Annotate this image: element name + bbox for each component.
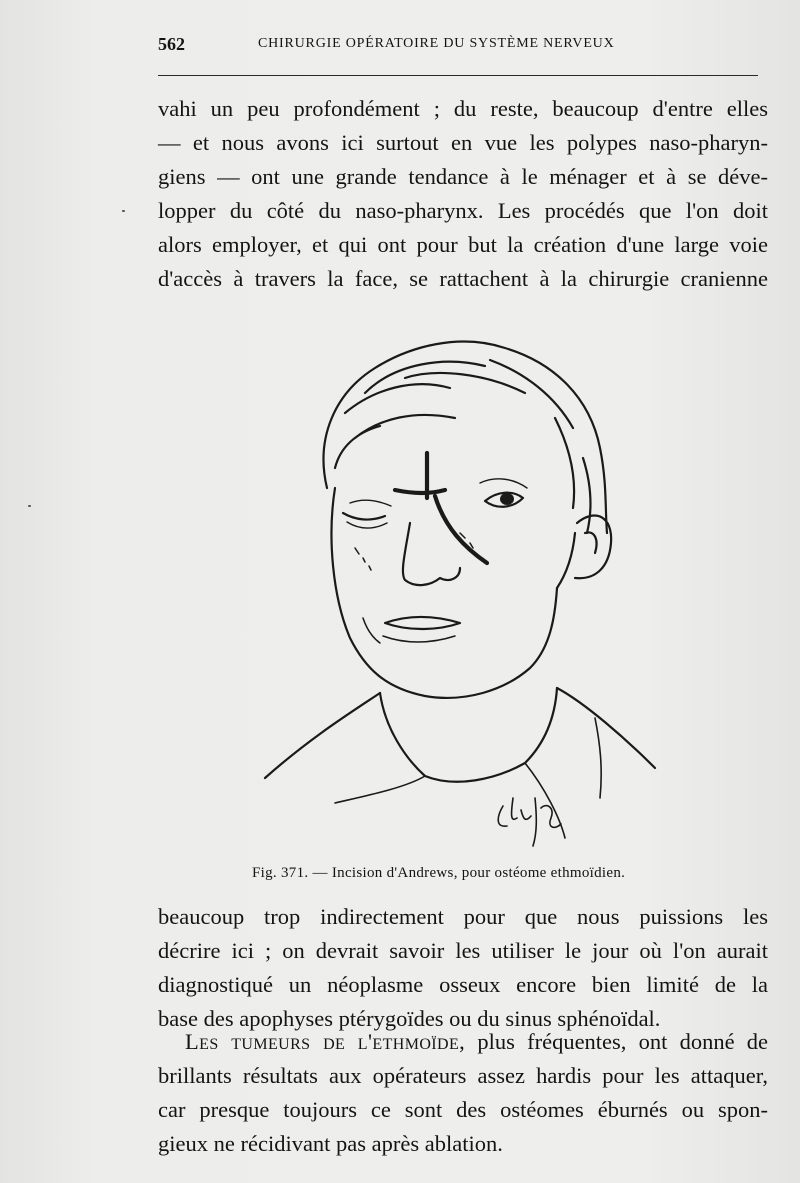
mouth: [385, 617, 460, 629]
text-line: alors employer, et qui ont pour but la création d'une large voie: [158, 232, 768, 257]
collar-left: [265, 693, 380, 778]
figure-caption: Fig. 371. — Incision d'Andrews, pour ostéome ethmoïdien.: [252, 865, 626, 881]
hair-strands: [335, 360, 573, 468]
text-line: d'accès à travers la face, se rattachent à la chirurgie cranienne: [158, 266, 768, 291]
running-title: CHIRURGIE OPÉRATOIRE DU SYSTÈME NERVEUX: [258, 36, 615, 51]
hair-right-side: [555, 418, 590, 533]
text-line: beaucoup trop indirectement pour que nous puissions les: [158, 904, 768, 929]
paper-speck: [28, 505, 31, 507]
text-line: brillants résultats aux opérateurs assez hardis pour les attaquer,: [158, 1063, 768, 1088]
figure-illustration: [255, 318, 675, 858]
text-line: diagnostiqué un néoplasme osseux encore bien limité de la: [158, 972, 768, 997]
header-rule: [158, 75, 758, 76]
right-cheek: [557, 533, 575, 588]
text-line: [158, 1025, 768, 1059]
text-line: car presque toujours ce sont des ostéomes éburnés ou spon-: [158, 1097, 768, 1122]
first-line-rest: plus fréquentes, ont donné de: [465, 1029, 768, 1054]
text-line: gieux ne récidivant pas après ablation.: [158, 1131, 503, 1156]
neck: [380, 688, 557, 782]
paragraph-1: [158, 92, 768, 296]
text-line: lopper du côté du naso-pharynx. Les procédés que l'on doit: [158, 198, 768, 223]
paragraph-3: [158, 1025, 768, 1161]
text-line: vahi un peu profondément ; du reste, beaucoup d'entre elles: [158, 96, 768, 121]
text-line: — et nous avons ici surtout en vue les polypes naso-pharyn-: [158, 130, 768, 155]
closed-eye: [343, 513, 385, 520]
text-line: base des apophyses ptérygoïdes ou du sinus sphénoïdal.: [158, 1006, 661, 1031]
text-line: décrire ici ; on devrait savoir les utiliser le jour où l'on aurait: [158, 938, 768, 963]
page-number: 562: [158, 34, 185, 54]
incision-mark: [395, 453, 487, 563]
paper-speck: [122, 210, 125, 212]
collar-right: [557, 688, 655, 768]
small-caps-lead: Les tumeurs de l'ethmoïde,: [185, 1029, 466, 1054]
paragraph-2: [158, 900, 768, 1036]
running-head: [158, 34, 758, 58]
text-line: giens — ont une grande tendance à le ménager et à se déve-: [158, 164, 768, 189]
